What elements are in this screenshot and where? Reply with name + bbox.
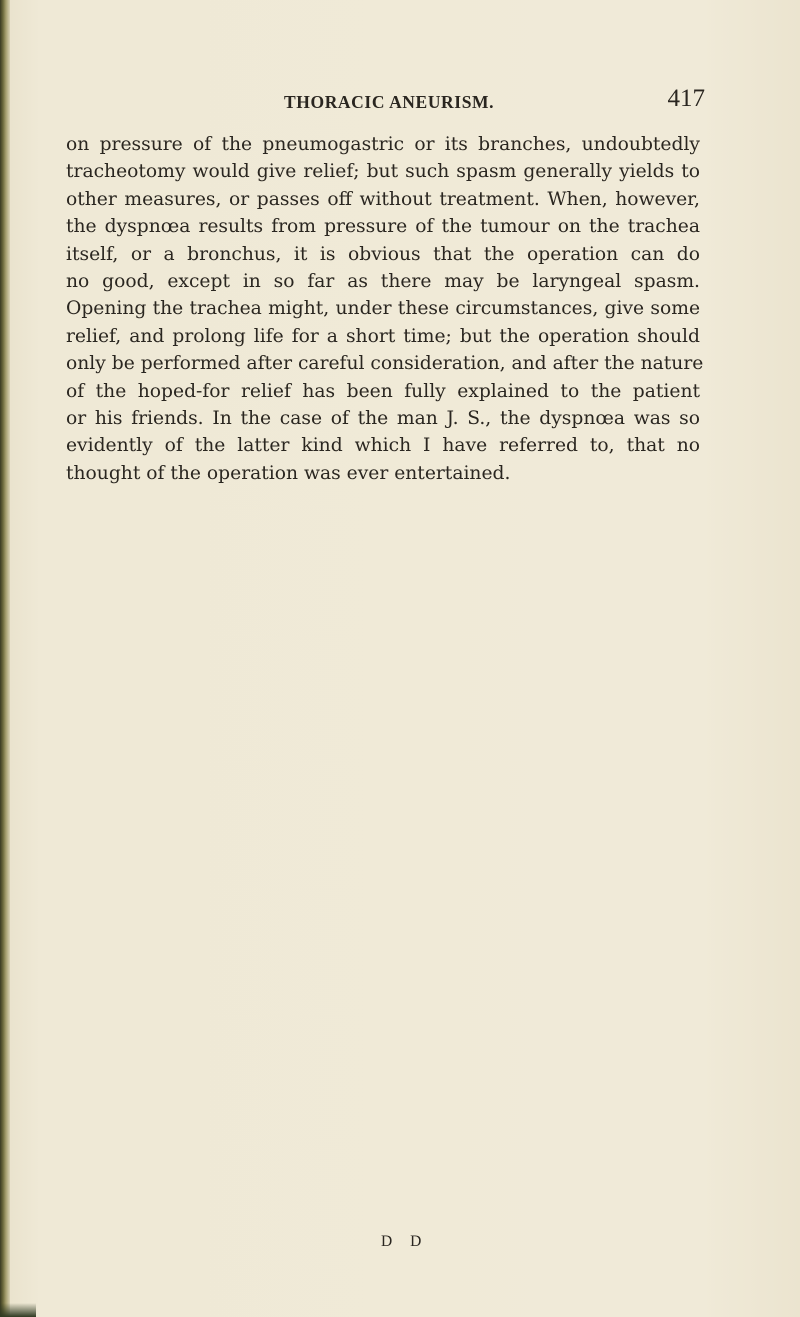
running-head: [66, 85, 706, 119]
text-line: itself, or a bronchus, it is obvious that the operation can do: [66, 243, 700, 265]
text-line: only be performed after careful consideration, and after the nature: [66, 353, 704, 375]
text-line: tracheotomy would give relief; but such spasm generally yields to: [66, 161, 700, 183]
text-line: on pressure of the pneumogastric or its branches, undoubtedly: [66, 134, 700, 155]
text-line: evidently of the latter kind which I have referred to, that no: [66, 435, 700, 457]
page-binding-shadow: [0, 1303, 36, 1317]
running-title: THORACIC ANEURISM.: [284, 92, 495, 112]
page-binding-edge: [0, 0, 10, 1317]
signature-mark: D D: [381, 1233, 429, 1250]
text-line: other measures, or passes off without treatment. When, however,: [66, 188, 700, 210]
text-line: Opening the trachea might, under these circumstances, give some: [66, 298, 700, 320]
text-line: of the hoped-for relief has been fully explained to the patient: [66, 380, 700, 402]
text-line: relief, and prolong life for a short time; but the operation should: [66, 325, 700, 347]
page-number: 417: [667, 85, 705, 112]
body-paragraph: [66, 131, 704, 487]
text-line: the dyspnœa results from pressure of the tumour on the trachea: [66, 216, 700, 238]
text-line: no good, except in so far as there may be laryngeal spasm.: [66, 270, 700, 292]
text-line: or his friends. In the case of the man J. S., the dyspnœa was so: [66, 407, 700, 429]
text-line: thought of the operation was ever entertained.: [66, 462, 511, 484]
